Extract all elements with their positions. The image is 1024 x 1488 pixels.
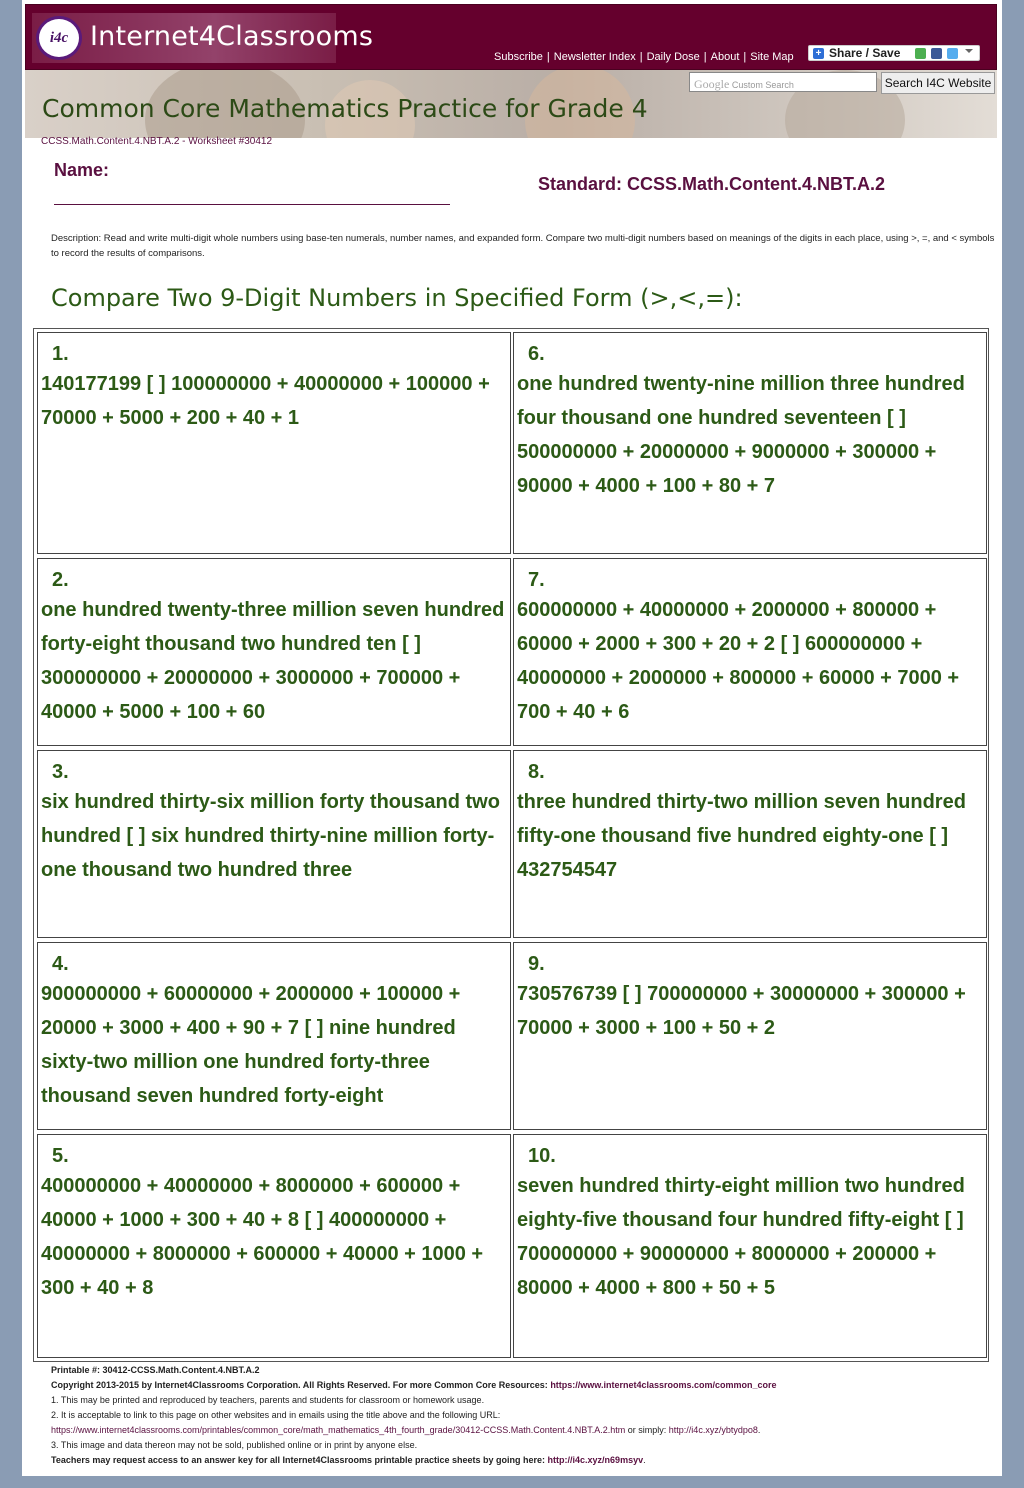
- nav-link-subscribe[interactable]: Subscribe: [494, 51, 543, 63]
- problem-number: 4.: [52, 953, 69, 975]
- i4c-logo-icon: i4c: [36, 16, 82, 60]
- problem-number: 9.: [528, 953, 545, 975]
- problem-text: 600000000 + 40000000 + 2000000 + 800000 + 60000 + 2000 + 300 + 20 + 2 [ ] 600000000 + 40000000 + 2000000 + 800000 + 60000 + 7000 + 700 + 40 + 6: [517, 599, 960, 723]
- problem-cell: [513, 942, 987, 1130]
- problem-number: 5.: [52, 1145, 69, 1167]
- problem-number: 10.: [528, 1145, 556, 1167]
- problem-text: three hundred thirty-two million seven hundred fifty-one thousand five hundred eighty-one [ ] 432754547: [517, 791, 966, 881]
- problem-text: 900000000 + 60000000 + 2000000 + 100000 + 20000 + 3000 + 400 + 90 + 7 [ ] nine hundred sixty-two million one hundred forty-three thousand seven hundred forty-eight: [41, 983, 461, 1107]
- page-url: https://www.internet4classrooms.com/printables/common_core/math_mathematics_4th_fourth_grade/30412-CCSS.Math.Content.4.NBT.A.2.htm or simply: http://i4c.xyz/ybtydpo8.: [51, 1425, 761, 1435]
- search-button[interactable]: Search I4C Website: [881, 72, 995, 94]
- usage-line-1: 1. This may be printed and reproduced by teachers, parents and students for classroom or homework usage.: [51, 1395, 485, 1405]
- problem-number: 1.: [52, 343, 69, 365]
- problem-text: 730576739 [ ] 700000000 + 30000000 + 300000 + 70000 + 3000 + 100 + 50 + 2: [517, 983, 966, 1039]
- problem-cell: [37, 332, 511, 554]
- nav-link-daily-dose[interactable]: Daily Dose: [646, 51, 700, 63]
- problem-number: 6.: [528, 343, 545, 365]
- chevron-down-icon: [965, 49, 973, 57]
- long-url-link[interactable]: https://www.internet4classrooms.com/printables/common_core/math_mathematics_4th_fourth_grade/30412-CCSS.Math.Content.4.NBT.A.2.htm: [51, 1425, 626, 1435]
- name-label: Name:: [54, 160, 110, 180]
- answer-key-note: Teachers may request access to an answer key for all Internet4Classrooms printable practice sheets by going here: http://i4c.xyz/n69msyv.: [51, 1455, 646, 1465]
- usage-line-2: 2. It is acceptable to link to this page on other websites and in emails using the title above and the following URL:: [51, 1410, 501, 1420]
- printable-number: Printable #: 30412-CCSS.Math.Content.4.NBT.A.2: [51, 1365, 260, 1375]
- description: Description: Read and write multi-digit whole numbers using base-ten numerals, number names, and expanded form. Compare two multi-digit numbers based on meanings of the digits in each place, using >, =, and < symbols to record the results of comparisons.: [51, 233, 995, 259]
- problems-grid: [33, 328, 989, 1362]
- problem-cell: [513, 332, 987, 554]
- problem-number: 7.: [528, 569, 545, 591]
- problem-cell: [37, 1134, 511, 1358]
- twitter-icon: [947, 48, 958, 59]
- problem-number: 2.: [52, 569, 69, 591]
- site-header: [25, 4, 997, 70]
- worksheet-page: [22, 0, 1002, 1476]
- short-url-link[interactable]: http://i4c.xyz/ybtydpo8: [668, 1425, 758, 1435]
- problem-cell: [513, 558, 987, 746]
- problem-cell: [37, 750, 511, 938]
- problem-cell: [37, 558, 511, 746]
- nav-link-site-map[interactable]: Site Map: [750, 51, 794, 63]
- section-title: Compare Two 9-Digit Numbers in Specified Form (>,<,=):: [51, 284, 743, 312]
- name-line: [54, 204, 450, 205]
- share-save-button[interactable]: + Share / Save: [808, 45, 980, 61]
- top-nav: Subscribe | Newsletter Index | Daily Dose | About | Site Map: [494, 51, 794, 63]
- facebook-icon: [931, 48, 942, 59]
- site-logo[interactable]: [32, 13, 374, 63]
- copyright: Copyright 2013-2015 by Internet4Classrooms Corporation. All Rights Reserved. For more Common Core Resources: https://www.internet4classrooms.com/common_core: [51, 1380, 777, 1390]
- answer-key-link[interactable]: http://i4c.xyz/n69msyv: [547, 1455, 644, 1465]
- problem-text: one hundred twenty-three million seven hundred forty-eight thousand two hundred ten [ ] 300000000 + 20000000 + 3000000 + 700000 + 40000 + 5000 + 100 + 60: [41, 599, 505, 723]
- usage-line-3: 3. This image and data thereon may not be sold, published online or in print by anyone else.: [51, 1440, 418, 1450]
- problem-cell: [513, 1134, 987, 1358]
- footer: [51, 1363, 995, 1468]
- nav-link-about[interactable]: About: [710, 51, 740, 63]
- problem-text: 400000000 + 40000000 + 8000000 + 600000 + 40000 + 1000 + 300 + 40 + 8 [ ] 400000000 + 40000000 + 8000000 + 600000 + 40000 + 1000 + 300 + 40 + 8: [41, 1175, 484, 1299]
- plus-icon: +: [813, 48, 824, 59]
- email-icon: [915, 48, 926, 59]
- problem-text: 140177199 [ ] 100000000 + 40000000 + 100000 + 70000 + 5000 + 200 + 40 + 1: [41, 373, 490, 429]
- page-title: Common Core Mathematics Practice for Grade 4: [42, 94, 648, 123]
- problem-text: six hundred thirty-six million forty thousand two hundred [ ] six hundred thirty-nine million forty-one thousand two hundred three: [41, 791, 500, 881]
- problem-text: seven hundred thirty-eight million two hundred eighty-five thousand four hundred fifty-eight [ ] 700000000 + 90000000 + 8000000 + 200000 + 80000 + 4000 + 800 + 50 + 5: [517, 1175, 965, 1299]
- problem-number: 3.: [52, 761, 69, 783]
- search-input[interactable]: Google Custom Search: [689, 72, 877, 92]
- problem-cell: [513, 750, 987, 938]
- problem-number: 8.: [528, 761, 545, 783]
- problem-cell: [37, 942, 511, 1130]
- breadcrumb: CCSS.Math.Content.4.NBT.A.2 - Worksheet #30412: [41, 136, 273, 147]
- common-core-link[interactable]: https://www.internet4classrooms.com/common_core: [550, 1380, 777, 1390]
- nav-link-newsletter-index[interactable]: Newsletter Index: [553, 51, 636, 63]
- logo-text: Internet4Classrooms: [90, 21, 374, 52]
- standard-label: Standard: CCSS.Math.Content.4.NBT.A.2: [538, 174, 886, 194]
- problem-text: one hundred twenty-nine million three hundred four thousand one hundred seventeen [ ] 500000000 + 20000000 + 9000000 + 300000 + 90000 + 4000 + 100 + 80 + 7: [517, 373, 965, 497]
- header-banner: [25, 70, 997, 138]
